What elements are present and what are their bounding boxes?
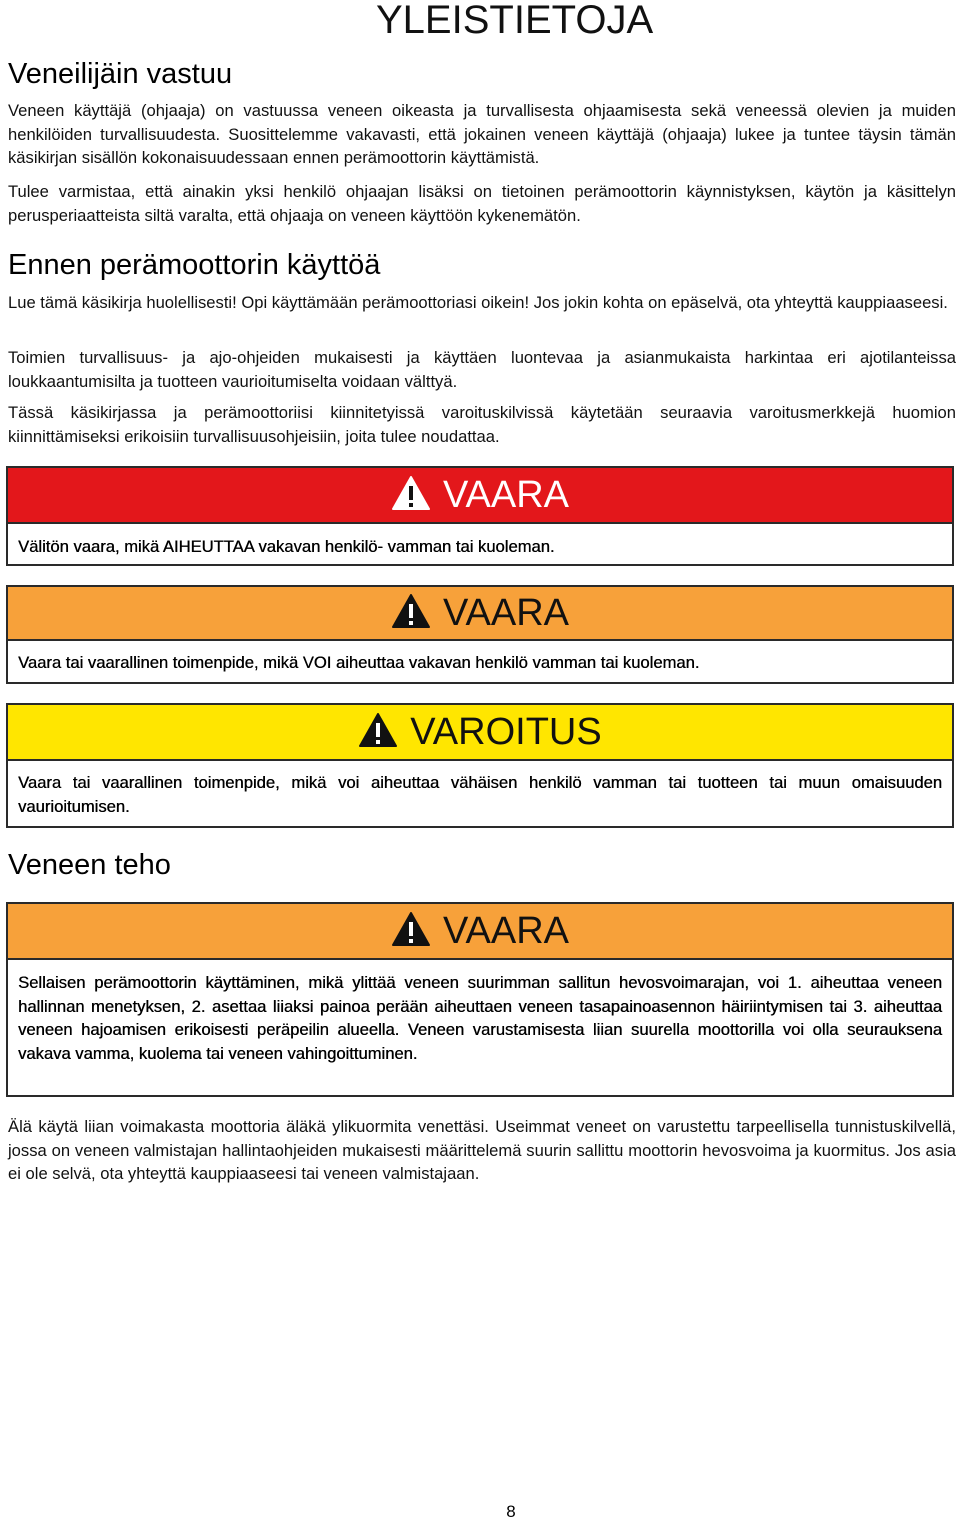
warning-box-warning — [6, 585, 954, 684]
warning-header-warning — [8, 587, 952, 641]
section-heading-boat-power: Veneen teho — [8, 849, 171, 881]
paragraph-capacity-plate: Älä käytä liian voimakasta moottoria äläkä ylikuormita venettäsi. Useimmat veneet on varustettu tarpeellisella tunnistuskilvellä, jossa on veneen valmistajan hallintaohjeiden mukaisesti määrittelemä suurin sallittu moottorin hevosvoima ja kuormitus. Jos asia ei ole selvä, ota yhteyttä kauppiaaseesi tai veneen valmistajaan. — [8, 1117, 956, 1183]
warning-box-danger — [6, 466, 954, 566]
warning-triangle-icon — [391, 593, 431, 634]
warning-text-horsepower: Sellaisen perämoottorin käyttäminen, mikä ylittää veneen suurimman sallitun hevosvoimarajan, voi 1. aiheuttaa veneen hallinnan menetyksen, 2. asettaa liiaksi painoa perään aiheuttaen veneen tasapainoasennon häiriintymisen tai 3. aiheuttaa veneen hajoamisen erikoisesti peräpeilin alueella. Veneen varustamisesta liian suurella moottorilla voi olla seurauksena vakava vamma, kuolema tai veneen vahingoittuminen. — [18, 973, 942, 1063]
warning-box-horsepower — [6, 902, 954, 1097]
warning-header-horsepower — [8, 904, 952, 960]
warning-triangle-icon — [358, 712, 398, 753]
warning-signal-word: VAARA — [442, 592, 569, 634]
paragraph-read-manual: Lue tämä käsikirja huolellisesti! Opi käyttämään perämoottoriasi oikein! Jos jokin kohta on epäselvä, ota yhteyttä kauppiaaseesi. — [8, 293, 948, 312]
section-heading-before-use: Ennen perämoottorin käyttöä — [8, 249, 381, 281]
warning-text-warning: Vaara tai vaarallinen toimenpide, mikä VOI aiheuttaa vakavan henkilö vamman tai kuoleman. — [18, 653, 700, 672]
paragraph-warning-symbols: Tässä käsikirjassa ja perämoottoriisi kiinnitetyissä varoituskilvissä käytetään seuraavia varoitusmerkkejä huomion kiinnittämiseksi erikoisiin turvallisuusohjeisiin, joita tulee noudattaa. — [8, 403, 956, 446]
page-header-title: YLEISTIETOJA — [376, 0, 654, 42]
warning-header-danger — [8, 468, 952, 524]
warning-header-caution — [8, 705, 952, 761]
warning-triangle-icon — [391, 475, 431, 516]
paragraph-second-person: Tulee varmistaa, että ainakin yksi henkilö ohjaajan lisäksi on tietoinen perämoottorin käynnistyksen, käytön ja käsittelyn perusperiaatteista siltä varalta, että ohjaaja on veneen käyttöön kykenemätön. — [8, 182, 956, 225]
warning-text-danger: Välitön vaara, mikä AIHEUTTAA vakavan henkilö- vamman tai kuoleman. — [18, 537, 555, 556]
warning-box-caution — [6, 703, 954, 828]
warning-signal-word: VAROITUS — [410, 711, 602, 753]
warning-text-caution: Vaara tai vaarallinen toimenpide, mikä voi aiheuttaa vähäisen henkilö vamman tai tuotteen tai muun omaisuuden vaurioitumisen. — [18, 773, 942, 816]
paragraph-safety-guidelines: Toimien turvallisuus- ja ajo-ohjeiden mukaisesti ja käyttäen luontevaa ja asianmukaista harkintaa eri ajotilanteissa loukkaantumisilta ja tuotteen vaurioitumiselta voidaan välttyä. — [8, 348, 956, 391]
page-number: 8 — [506, 1502, 516, 1521]
warning-triangle-icon — [391, 911, 431, 952]
paragraph-operator-responsibility: Veneen käyttäjä (ohjaaja) on vastuussa veneen oikeasta ja turvallisesta ohjaamisesta sekä veneessä olevien ja muiden henkilöiden turvallisuudesta. Suosittelemme vakavasti, että jokainen veneen käyttäjä (ohjaaja) lukee ja tuntee täysin tämän käsikirjan sisällön kokonaisuudessaan ennen perämoottorin käyttämistä. — [8, 101, 956, 167]
warning-signal-word: VAARA — [442, 910, 569, 952]
warning-signal-word: VAARA — [442, 474, 569, 516]
section-heading-operator-responsibility: Veneilijäin vastuu — [8, 58, 233, 90]
